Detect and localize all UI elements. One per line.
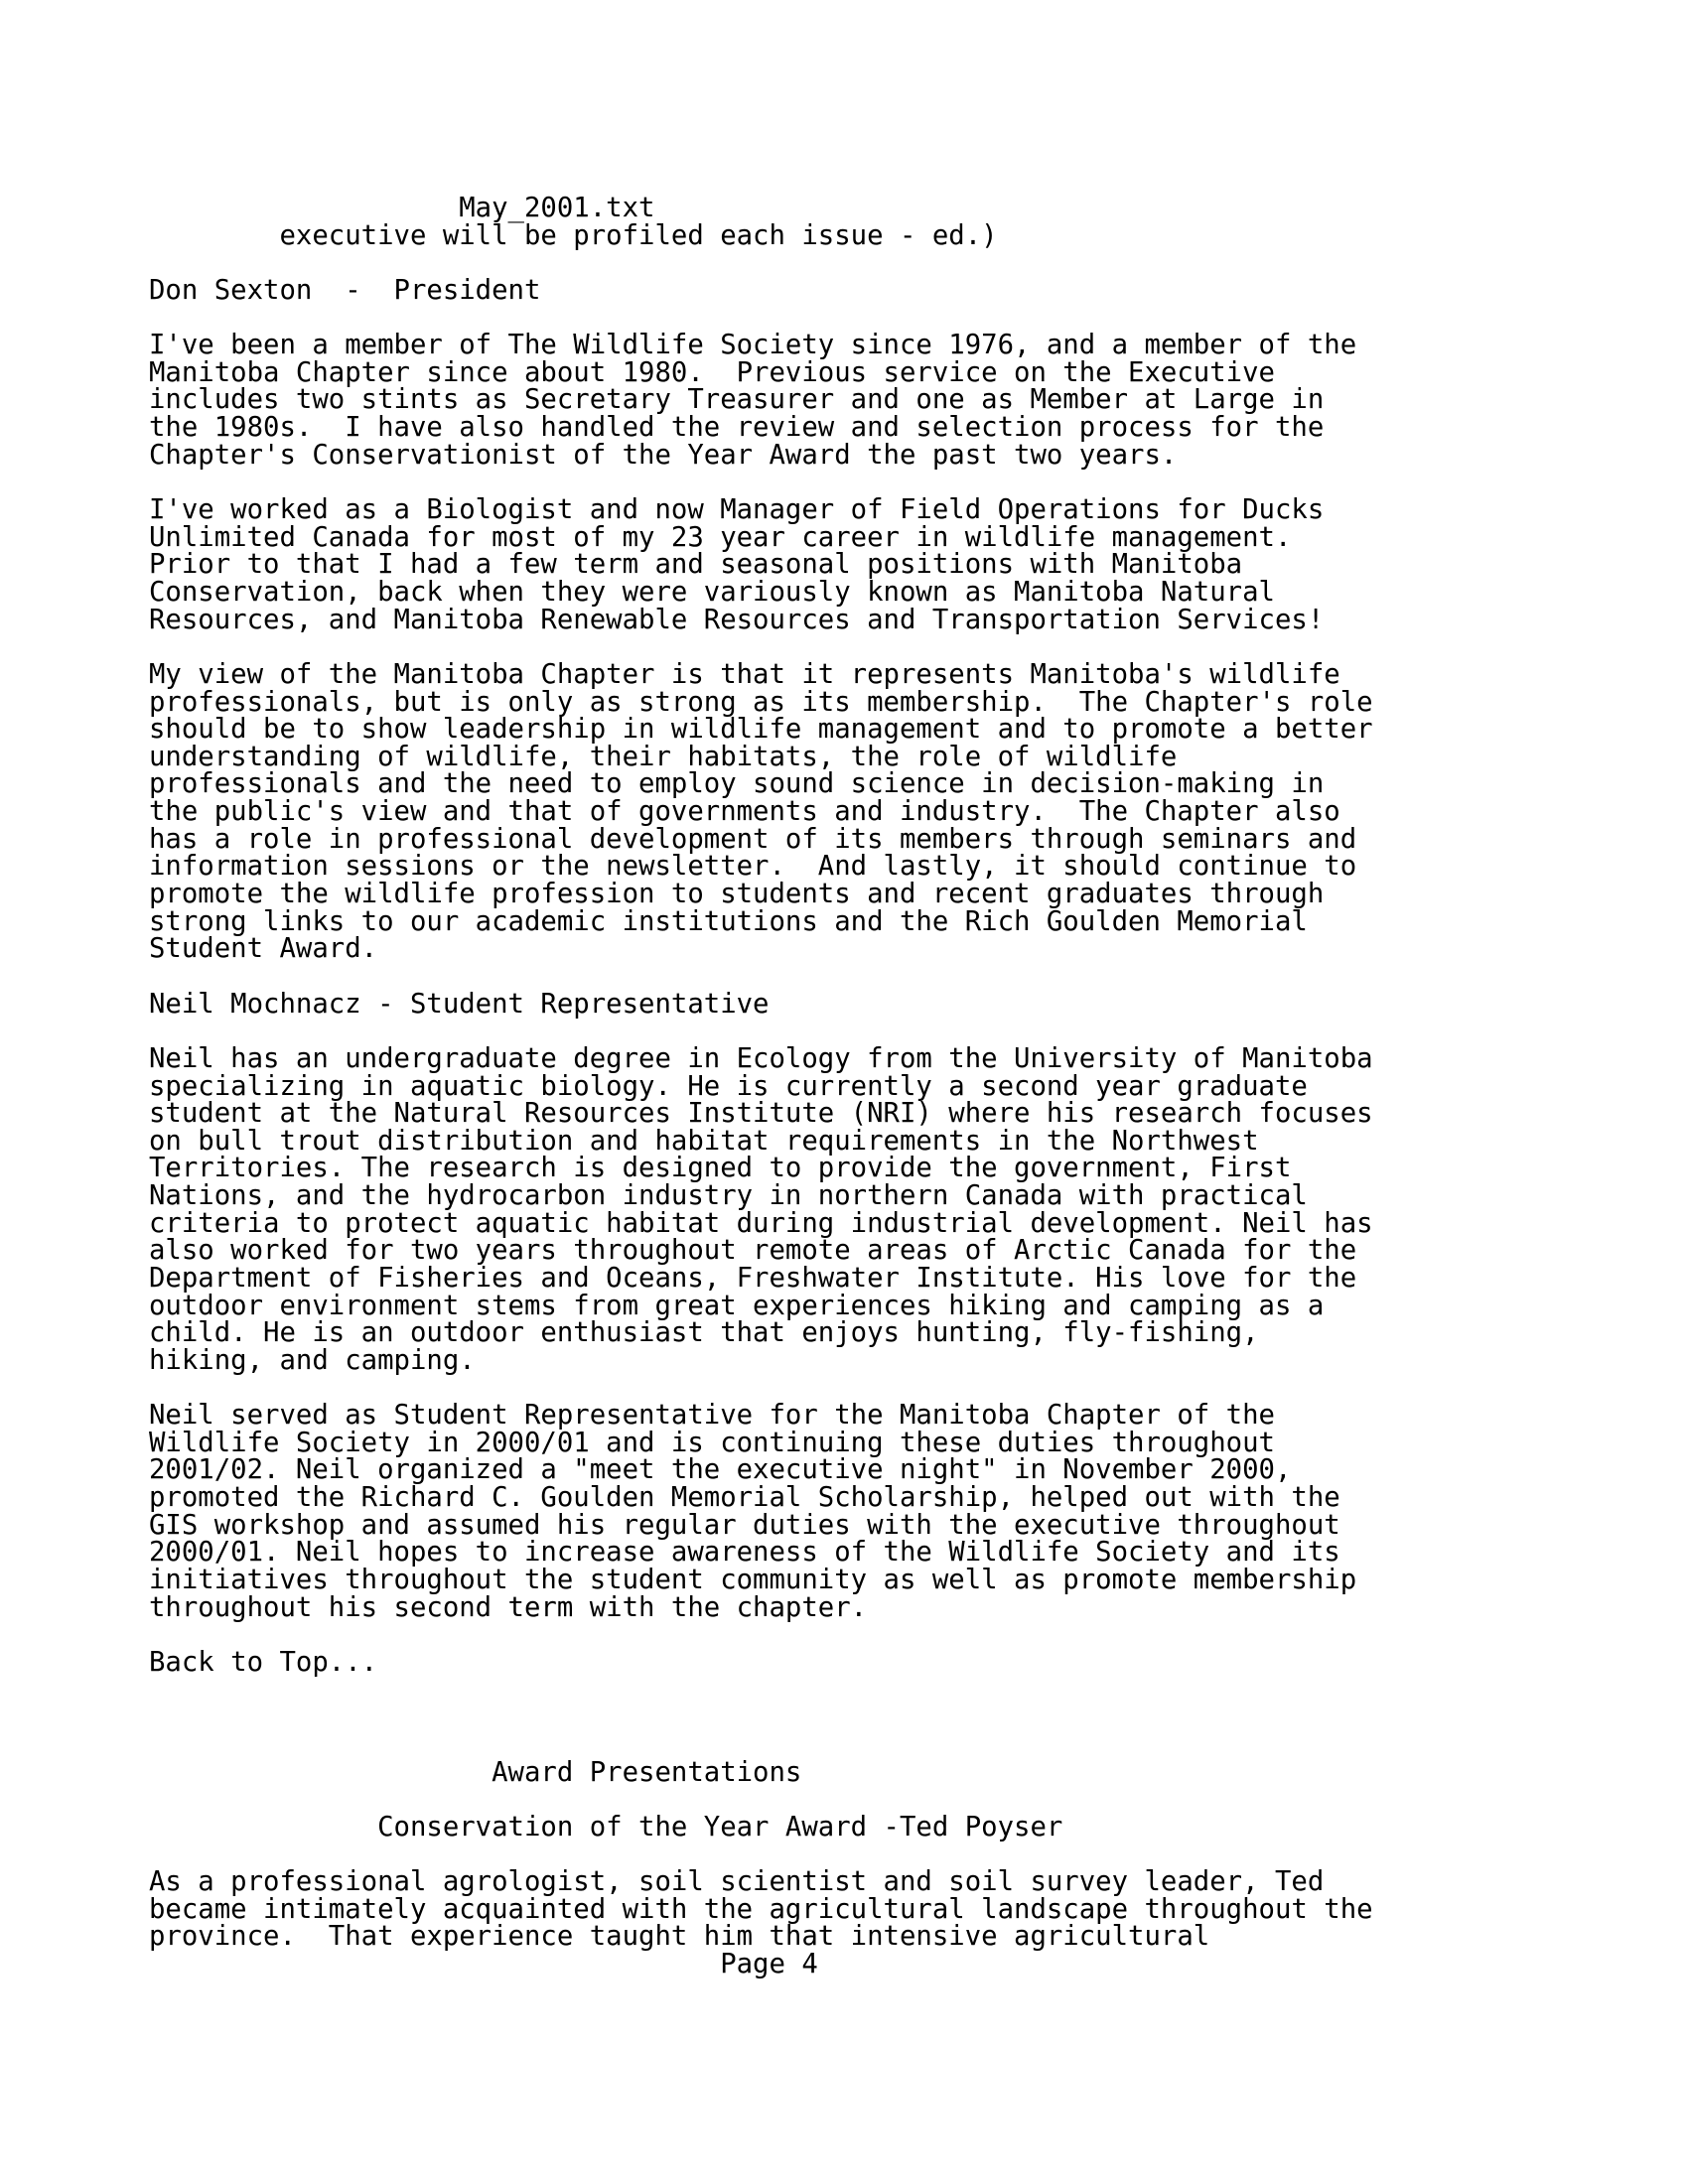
text-line: Resources, and Manitoba Renewable Resources and Transportation Services! [149, 604, 1325, 635]
text-line: Student Award. [149, 933, 378, 965]
text-line: Unlimited Canada for most of my 23 year career in wildlife management. [149, 521, 1292, 553]
text-line: the 1980s. I have also handled the review and selection process for the [149, 412, 1325, 444]
text-line: should be to show leadership in wildlife management and to promote a better [149, 714, 1373, 746]
text-line: GIS workshop and assumed his regular duties with the executive throughout [149, 1509, 1340, 1541]
text-line: Nations, and the hydrocarbon industry in northern Canada with practical [149, 1180, 1308, 1212]
text-line: Chapter's Conservationist of the Year Award the past two years. [149, 439, 1178, 471]
text-line: the public's view and that of governments and industry. The Chapter also [149, 796, 1340, 828]
text-line: I've been a member of The Wildlife Society since 1976, and a member of the [149, 330, 1357, 361]
text-line: information sessions or the newsletter. And lastly, it should continue to [149, 851, 1357, 883]
text-line: As a professional agrologist, soil scientist and soil survey leader, Ted [149, 1866, 1325, 1898]
text-line [149, 963, 1589, 991]
text-line [149, 305, 1589, 333]
text-line: My view of the Manitoba Chapter is that it represents Manitoba's wildlife [149, 658, 1340, 690]
text-line: throughout his second term with the chapter. [149, 1591, 868, 1623]
text-line [149, 1375, 1589, 1403]
text-line: also worked for two years throughout remote areas of Arctic Canada for the [149, 1235, 1357, 1267]
text-line: promote the wildlife profession to students and recent graduates through [149, 879, 1325, 910]
text-line [149, 1786, 1589, 1814]
text-line: Neil served as Student Representative for the Manitoba Chapter of the [149, 1400, 1275, 1432]
text-line: on bull trout distribution and habitat requirements in the Northwest [149, 1125, 1259, 1157]
text-line: strong links to our academic institutions and the Rich Goulden Memorial [149, 905, 1308, 937]
text-line [149, 1621, 1589, 1649]
text-line [149, 1018, 1589, 1045]
text-line: Don Sexton - President [149, 274, 541, 306]
text-line: I've worked as a Biologist and now Manager of Field Operations for Ducks [149, 494, 1325, 526]
text-line: Neil has an undergraduate degree in Ecology from the University of Manitoba [149, 1042, 1373, 1074]
text-line [149, 469, 1589, 496]
text-line: Territories. The research is designed to provide the government, First [149, 1153, 1292, 1184]
text-line: became intimately acquainted with the agricultural landscape throughout the [149, 1893, 1373, 1925]
text-line: child. He is an outdoor enthusiast that enjoys hunting, fly-fishing, [149, 1317, 1259, 1349]
text-line: professionals, but is only as strong as its membership. The Chapter's role [149, 686, 1373, 718]
text-line: executive will be profiled each issue - ed.) [149, 219, 998, 251]
text-line [149, 1731, 1589, 1759]
text-line: includes two stints as Secretary Treasurer and one as Member at Large in [149, 384, 1325, 416]
text-line: hiking, and camping. [149, 1344, 476, 1376]
text-line [149, 249, 1589, 277]
text-line [149, 1841, 1589, 1868]
text-line: Conservation, back when they were variously known as Manitoba Natural [149, 576, 1275, 608]
text-line: student at the Natural Resources Institute (NRI) where his research focuses [149, 1098, 1373, 1130]
text-line: initiatives throughout the student community as well as promote membership [149, 1565, 1357, 1596]
text-line: professionals and the need to employ sound science in decision-making in [149, 768, 1325, 800]
text-line: Wildlife Society in 2000/01 and is continuing these duties throughout [149, 1427, 1275, 1458]
text-line: Prior to that I had a few term and seasonal positions with Manitoba [149, 549, 1243, 581]
text-line: specializing in aquatic biology. He is currently a second year graduate [149, 1070, 1308, 1102]
text-line: Department of Fisheries and Oceans, Freshwater Institute. His love for the [149, 1262, 1357, 1294]
text-line: 2001/02. Neil organized a "meet the executive night" in November 2000, [149, 1454, 1292, 1486]
text-line: May_2001.txt [149, 193, 655, 223]
text-line: province. That experience taught him that intensive agricultural [149, 1921, 1210, 1953]
document-text [149, 195, 1589, 1979]
text-line: promoted the Richard C. Goulden Memorial Scholarship, helped out with the [149, 1482, 1340, 1514]
text-line: 2000/01. Neil hopes to increase awareness of the Wildlife Society and its [149, 1537, 1340, 1569]
text-line: Neil Mochnacz - Student Representative [149, 988, 770, 1020]
text-line [149, 1704, 1589, 1731]
text-line: Manitoba Chapter since about 1980. Previous service on the Executive [149, 356, 1275, 388]
text-line: understanding of wildlife, their habitats, the role of wildlife [149, 741, 1178, 772]
text-line [149, 1677, 1589, 1705]
text-line: Conservation of the Year Award -Ted Poyser [149, 1811, 1063, 1843]
text-line: Page 4 [149, 1949, 818, 1979]
text-line: criteria to protect aquatic habitat during industrial development. Neil has [149, 1207, 1373, 1239]
text-line: Award Presentations [149, 1756, 802, 1788]
text-line: has a role in professional development of its members through seminars and [149, 823, 1357, 855]
text-line: Back to Top... [149, 1646, 378, 1678]
text-line: outdoor environment stems from great experiences hiking and camping as a [149, 1290, 1325, 1321]
text-line [149, 633, 1589, 661]
